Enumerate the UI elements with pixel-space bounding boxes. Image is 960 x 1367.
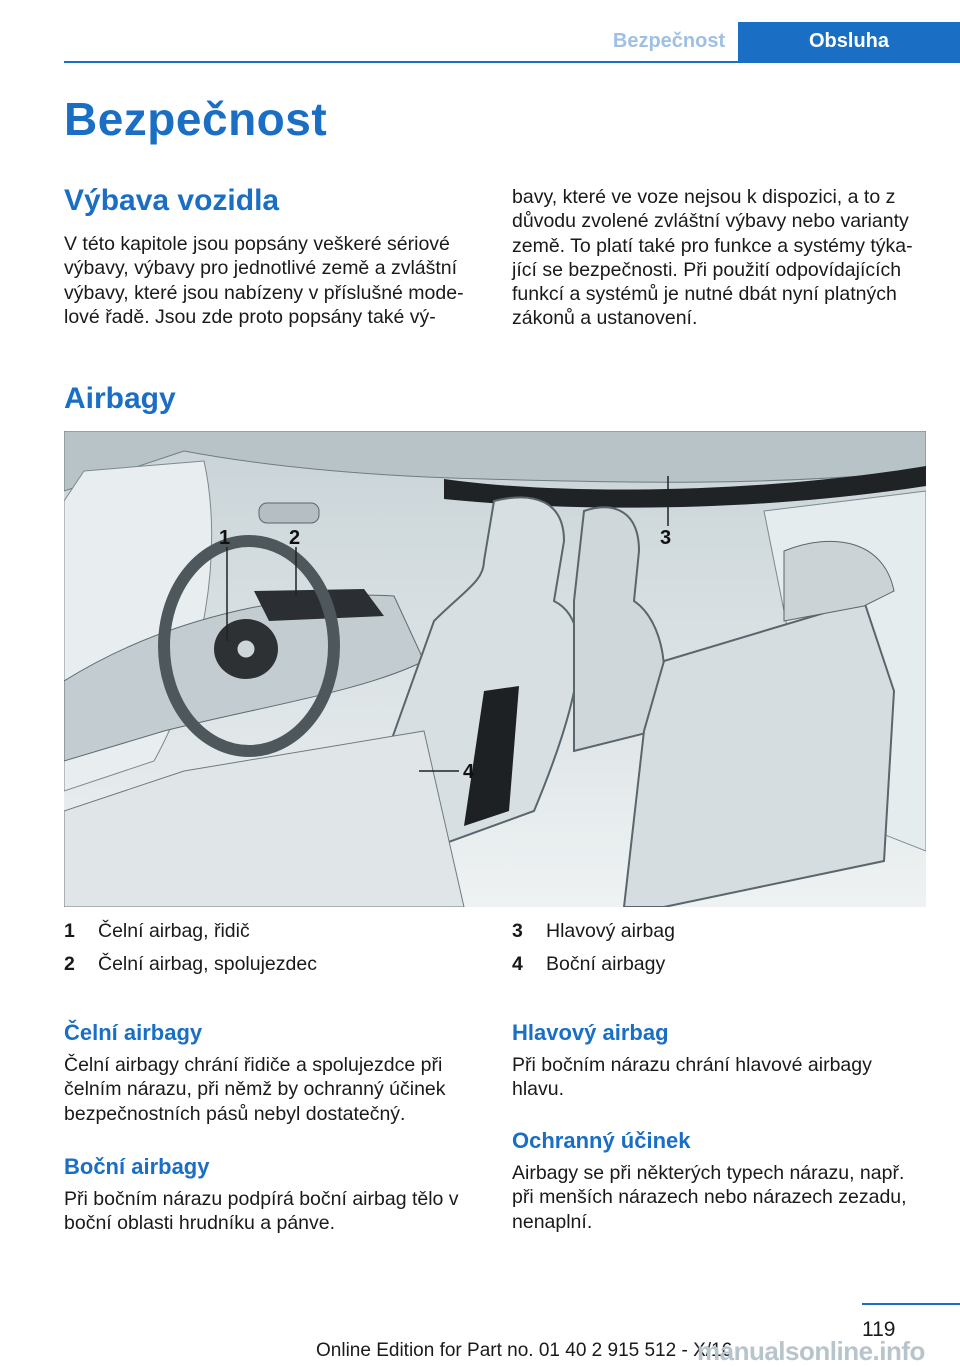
text-line: boční oblasti hrudníku a pánve. [64, 1212, 336, 1235]
legend-text: Boční airbagy [546, 953, 666, 975]
callout-3: 3 [660, 527, 672, 549]
text-line: lové řadě. Jsou zde proto popsány také vý- [64, 305, 436, 328]
front-airbags-text [64, 1053, 446, 1126]
text-line: čelním nárazu, při němž by ochranný účinek [64, 1078, 446, 1101]
protective-effect-text [512, 1161, 907, 1234]
header-rule [64, 61, 960, 63]
text-line: výbavy, výbavy pro jednotlivé země a zvláštní [64, 257, 458, 280]
equipment-text-left [64, 232, 464, 329]
page-number: 119 [862, 1318, 896, 1341]
legend-item-1 [64, 920, 250, 943]
text-line: Při bočním nárazu podpírá boční airbag tělo v [64, 1188, 459, 1210]
tab-obsluha[interactable]: Obsluha [738, 22, 960, 61]
car-interior-drawing [64, 431, 926, 907]
text-line: V této kapitole jsou popsány veškeré sériové [64, 233, 450, 255]
text-line: důvodu zvolené zvláštní výbavy nebo varianty [512, 210, 909, 233]
text-line: Čelní airbagy chrání řidiče a spolujezdce při [64, 1054, 443, 1076]
text-line: výbavy, které jsou nabízeny v příslušné mode- [64, 281, 464, 304]
heading-front-airbags: Čelní airbagy [64, 1020, 203, 1045]
legend-number: 2 [64, 953, 75, 975]
legend-text: Hlavový airbag [546, 920, 675, 942]
legend-item-2 [64, 953, 317, 976]
legend-item-3 [512, 920, 675, 943]
section-heading-airbags: Airbagy [64, 382, 176, 415]
watermark: manualsonline.info [697, 1336, 925, 1366]
legend-number: 1 [64, 920, 75, 942]
text-line: zákonů a ustanovení. [512, 307, 698, 330]
section-heading-equipment: Výbava vozidla [64, 184, 280, 217]
callout-4: 4 [463, 761, 475, 783]
callout-2: 2 [289, 527, 301, 549]
airbag-illustration [64, 431, 926, 907]
text-line: funkcí a systémů je nutné dbát nyní platných [512, 283, 897, 306]
text-line: bavy, které ve voze nejsou k dispozici, a to z [512, 186, 896, 208]
side-airbags-text [64, 1187, 459, 1236]
text-line: Při bočním nárazu chrání hlavové airbagy [512, 1054, 872, 1076]
text-line: bezpečnostních pásů nebyl dostatečný. [64, 1102, 406, 1125]
footer-rule [862, 1303, 960, 1305]
callout-1: 1 [219, 527, 231, 549]
legend-text: Čelní airbag, řidič [98, 920, 250, 942]
equipment-text-right [512, 185, 913, 331]
legend-number: 3 [512, 920, 523, 942]
legend-text: Čelní airbag, spolujezdec [98, 953, 317, 975]
legend-item-4 [512, 953, 665, 976]
heading-head-airbag: Hlavový airbag [512, 1020, 669, 1045]
text-line: Airbagy se při některých typech nárazu, např. [512, 1162, 905, 1184]
legend-number: 4 [512, 953, 523, 975]
tab-bezpecnost[interactable]: Bezpečnost [612, 30, 726, 52]
heading-side-airbags: Boční airbagy [64, 1154, 210, 1179]
head-airbag-text [512, 1053, 872, 1102]
edition-note: Online Edition for Part no. 01 40 2 915 512 - X/16 [316, 1340, 733, 1361]
text-line: hlavu. [512, 1078, 565, 1101]
text-line: nenaplní. [512, 1210, 593, 1233]
heading-protective-effect: Ochranný účinek [512, 1128, 691, 1153]
page-title: Bezpečnost [64, 93, 328, 145]
text-line: při menších nárazech nebo nárazech zezadu, [512, 1186, 907, 1209]
text-line: jící se bezpečnosti. Při použití odpovídajících [512, 258, 902, 281]
text-line: země. To platí také pro funkce a systémy týka- [512, 234, 913, 257]
